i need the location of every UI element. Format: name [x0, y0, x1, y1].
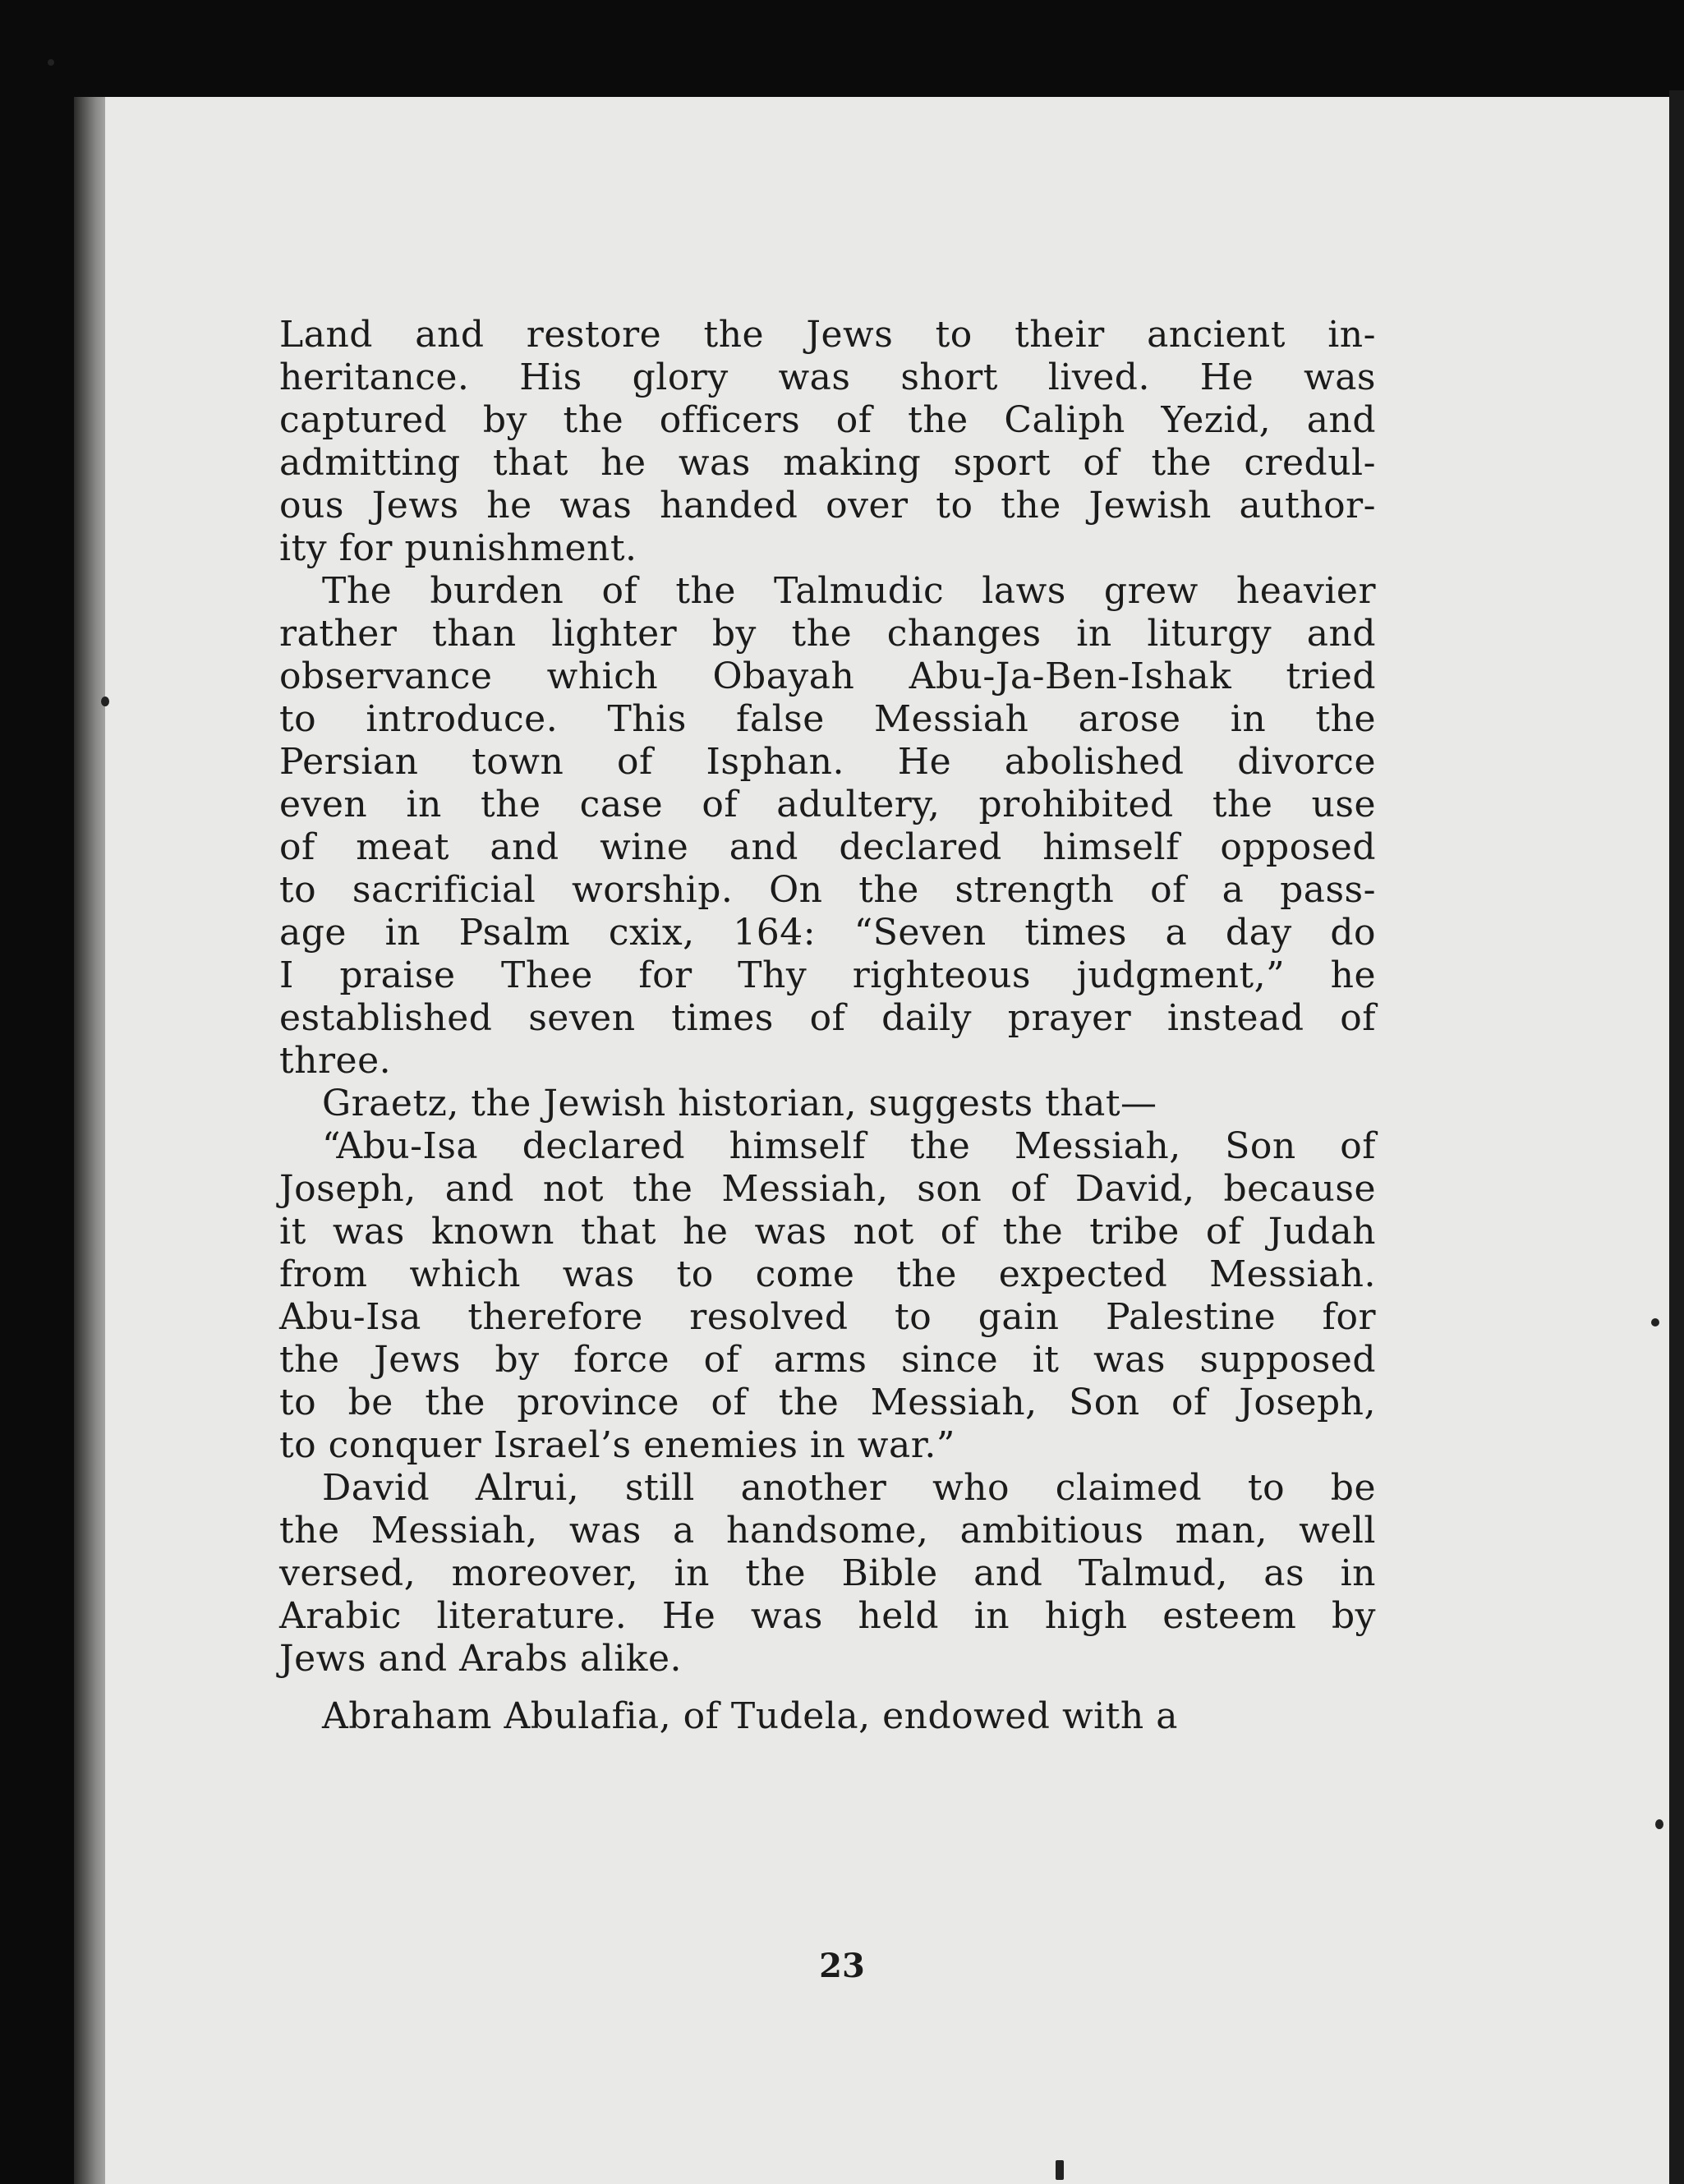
text-line: admitting that he was making sport of the credul-: [279, 442, 1376, 484]
text-line: three.: [279, 1040, 392, 1082]
text-line: Land and restore the Jews to their ancient in-: [279, 314, 1376, 356]
text-line: Joseph, and not the Messiah, son of David, because: [279, 1168, 1376, 1210]
paragraph: [279, 1083, 1376, 1125]
text-line: The burden of the Talmudic laws grew heavier: [322, 570, 1376, 612]
text-line: rather than lighter by the changes in liturgy and: [279, 613, 1376, 655]
page-edge-shadow: [1669, 90, 1684, 2184]
paragraph: [279, 1125, 1376, 1467]
page-number-text: 23: [819, 1947, 865, 1985]
text-line: established seven times of daily prayer instead of: [279, 997, 1376, 1039]
text-line: of meat and wine and declared himself opposed: [279, 826, 1376, 868]
text-line: captured by the officers of the Caliph Yezid, and: [279, 399, 1376, 441]
text-line: observance which Obayah Abu-Ja-Ben-Ishak tried: [279, 655, 1376, 697]
text-line: to be the province of the Messiah, Son of Joseph,: [279, 1382, 1376, 1423]
text-line: even in the case of adultery, prohibited the use: [279, 784, 1376, 825]
scan-speck: [1651, 1318, 1659, 1326]
text-line: it was known that he was not of the tribe of Judah: [279, 1211, 1376, 1253]
text-line: to introduce. This false Messiah arose in the: [279, 698, 1376, 740]
paragraph: [279, 314, 1376, 570]
text-line: from which was to come the expected Messiah.: [279, 1253, 1376, 1295]
scan-speck: [101, 697, 109, 706]
scan-speck: [48, 59, 54, 66]
text-line: the Messiah, was a handsome, ambitious man, well: [279, 1510, 1376, 1552]
text-line: to conquer Israel’s enemies in war.”: [279, 1424, 955, 1466]
text-line: Abu-Isa therefore resolved to gain Palestine for: [279, 1296, 1376, 1338]
scan-speck: [1056, 2160, 1064, 2180]
text-line: Graetz, the Jewish historian, suggests that—: [322, 1083, 1157, 1124]
text-line: ity for punishment.: [279, 527, 637, 569]
paragraph: [279, 1695, 1376, 1738]
text-line: heritance. His glory was short lived. He was: [279, 356, 1376, 398]
text-line: I praise Thee for Thy righteous judgment,” he: [279, 954, 1376, 996]
text-line: Jews and Arabs alike.: [279, 1638, 682, 1680]
page-number: [0, 1947, 1684, 1985]
scan-speck: [1655, 1819, 1663, 1829]
paragraph-gap: [279, 1681, 1376, 1695]
text-line: David Alrui, still another who claimed to be: [322, 1467, 1376, 1509]
text-line: Arabic literature. He was held in high esteem by: [279, 1595, 1376, 1637]
text-line: versed, moreover, in the Bible and Talmud, as in: [279, 1552, 1376, 1594]
text-line: Persian town of Isphan. He abolished divorce: [279, 741, 1376, 783]
paragraph: [279, 570, 1376, 1083]
text-line: age in Psalm cxix, 164: “Seven times a day do: [279, 912, 1376, 954]
text-line: to sacrificial worship. On the strength of a pass-: [279, 869, 1376, 911]
text-line: the Jews by force of arms since it was supposed: [279, 1339, 1376, 1381]
text-line: ous Jews he was handed over to the Jewish author-: [279, 485, 1376, 526]
paragraph: [279, 1467, 1376, 1681]
text-line: “Abu-Isa declared himself the Messiah, Son of: [322, 1125, 1376, 1167]
text-line: Abraham Abulafia, of Tudela, endowed with a: [322, 1695, 1178, 1737]
body-text: [279, 314, 1376, 1738]
